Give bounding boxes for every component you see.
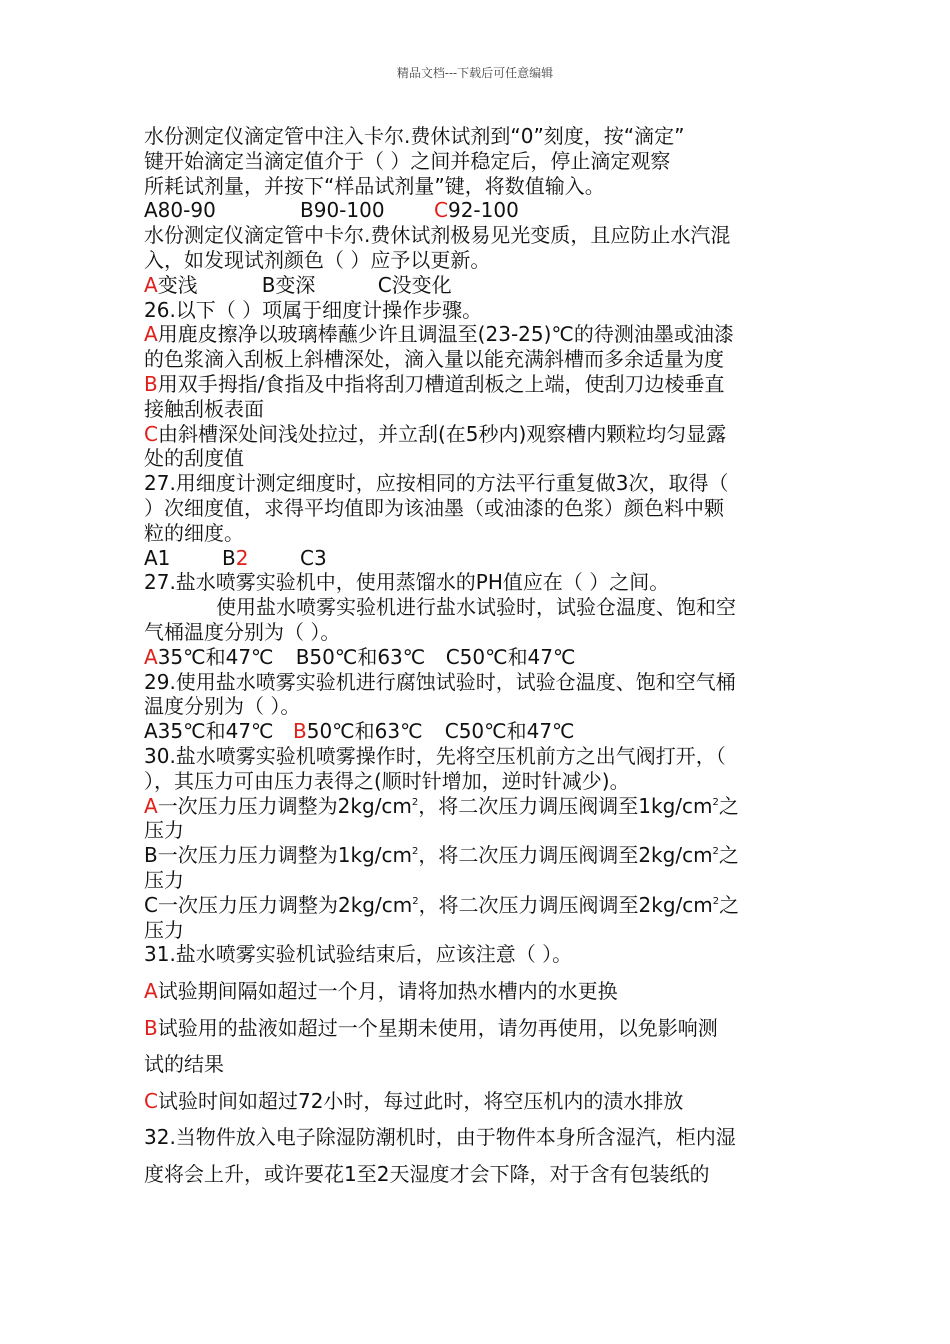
question-text: 气桶温度分别为（ ）。 xyxy=(144,619,341,644)
options-line xyxy=(144,645,809,670)
options-line xyxy=(144,273,809,298)
option-a: A试验期间隔如超过一个月，请将加热水槽内的水更换 xyxy=(144,979,618,1004)
options-line xyxy=(144,198,809,223)
answer-letter: C xyxy=(144,1088,158,1113)
option-c: C3 xyxy=(300,545,327,570)
options-line xyxy=(144,719,809,744)
question-text: 使用盐水喷雾实验机进行盐水试验时，试验仓温度、饱和空 xyxy=(216,595,736,620)
answer-letter: A xyxy=(144,322,158,347)
option-b-cont: 压力 xyxy=(144,867,184,892)
option-c-cont: 处的刮度值 xyxy=(144,446,244,471)
question-text: 29.使用盐水喷雾实验机进行腐蚀试验时，试验仓温度、饱和空气桶 xyxy=(144,669,736,694)
option-a: A一次压力压力调整为$2kg/cm^2$，将二次压力调压阀调至$1kg/cm^2$之 xyxy=(144,793,739,818)
option-a: A80-90 xyxy=(144,198,216,223)
option-a: 变浅 xyxy=(157,272,198,297)
question-text: 31.盐水喷雾实验机试验结束后，应该注意（ ）。 xyxy=(144,942,573,967)
option-b: B一次压力压力调整为$1kg/cm^2$，将二次压力调压阀调至$2kg/cm^2$之 xyxy=(144,843,739,868)
question-text: ）次细度值，求得平均值即为该油墨（或油漆的色浆）颜色料中颗 xyxy=(144,495,724,520)
option-b: B用双手拇指/食指及中指将刮刀槽道刮板之上端，使刮刀边棱垂直 xyxy=(144,371,725,396)
wide-section xyxy=(144,973,809,1192)
option-c: C没变化 xyxy=(377,272,452,297)
question-text: 温度分别为（ ）。 xyxy=(144,694,301,719)
answer-letter: A xyxy=(144,644,158,669)
answer-letter: A xyxy=(144,793,158,818)
answer-number: 2 xyxy=(235,545,249,570)
option-b: B50℃和63℃ xyxy=(295,644,426,669)
question-text: 26.以下（ ）项属于细度计操作步骤。 xyxy=(144,297,483,322)
option-c-cont: 压力 xyxy=(144,917,184,942)
answer-letter: A xyxy=(144,979,158,1004)
option-c: C50℃和47℃ xyxy=(444,719,575,744)
question-text: 27.用细度计测定细度时，应按相同的方法平行重复做3次，取得（ xyxy=(144,471,729,496)
question-text: 度将会上升，或许要花1至2天湿度才会下降，对于含有包装纸的 xyxy=(144,1161,710,1186)
option-a: A用鹿皮擦净以玻璃棒蘸少许且调温至(23-25)℃的待测油墨或油漆 xyxy=(144,322,734,347)
question-text: 30.盐水喷雾实验机喷雾操作时，先将空压机前方之出气阀打开，（ xyxy=(144,743,726,768)
option-b: B90-100 xyxy=(300,198,385,223)
option-c: 92-100 xyxy=(447,198,519,223)
question-text: 27.盐水喷雾实验机中，使用蒸馏水的PH值应在（ ）之间。 xyxy=(144,570,670,595)
option-b: B变深 xyxy=(261,272,316,297)
option-c: C由斜槽深处间浅处拉过，并立刮(在5秒内)观察槽内颗粒均匀显露 xyxy=(144,421,727,446)
option-c: C试验时间如超过72小时，每过此时，将空压机内的渍水排放 xyxy=(144,1088,684,1113)
option-a-cont: 的色浆滴入刮板上斜槽深处，滴入量以能充满斜槽而多余适量为度 xyxy=(144,347,724,372)
question-text: 32.当物件放入电子除湿防潮机时，由于物件本身所含湿汽，柜内湿 xyxy=(144,1125,736,1150)
question-text: 所耗试剂量，并按下“样品试剂量”键，将数值输入。 xyxy=(144,173,605,198)
answer-letter: C xyxy=(434,198,448,223)
option-a: A35℃和47℃ xyxy=(144,719,274,744)
page-header: 精品文档---下载后可任意编辑 xyxy=(396,66,554,80)
option-b: B2 xyxy=(222,545,249,570)
question-text: 键开始滴定当滴定值介于（ ）之间并稳定后，停止滴定观察 xyxy=(144,148,671,173)
answer-letter: B xyxy=(293,719,307,744)
question-text: 粒的细度。 xyxy=(144,520,244,545)
document-body xyxy=(144,124,809,1192)
option-b-cont: 接触刮板表面 xyxy=(144,396,264,421)
question-text: 水份测定仪滴定管中卡尔.费休试剂极易见光变质，且应防止水汽混 xyxy=(144,223,731,248)
question-text: ），其压力可由压力表得之(顺时针增加，逆时针减少)。 xyxy=(144,768,630,793)
question-text: 水份测定仪滴定管中注入卡尔.费休试剂到“0”刻度，按“滴定” xyxy=(144,124,685,148)
option-a: 35℃和47℃ xyxy=(157,644,274,669)
answer-letter: A xyxy=(144,272,158,297)
option-a-cont: 压力 xyxy=(144,818,184,843)
option-c: C一次压力压力调整为$2kg/cm^2$，将二次压力调压阀调至$2kg/cm^2$之 xyxy=(144,892,740,917)
option-c: C50℃和47℃ xyxy=(445,644,576,669)
options-line xyxy=(144,546,809,571)
answer-letter: B xyxy=(144,1015,158,1040)
option-b-cont: 试的结果 xyxy=(144,1052,224,1077)
answer-letter: B xyxy=(144,371,158,396)
question-text: 入，如发现试剂颜色（ ）应予以更新。 xyxy=(144,247,491,272)
option-b: B试验用的盐液如超过一个星期未使用，请勿再使用，以免影响测 xyxy=(144,1015,718,1040)
option-b: 50℃和63℃ xyxy=(306,719,423,744)
answer-letter: C xyxy=(144,421,158,446)
option-a: A1 xyxy=(144,545,171,570)
